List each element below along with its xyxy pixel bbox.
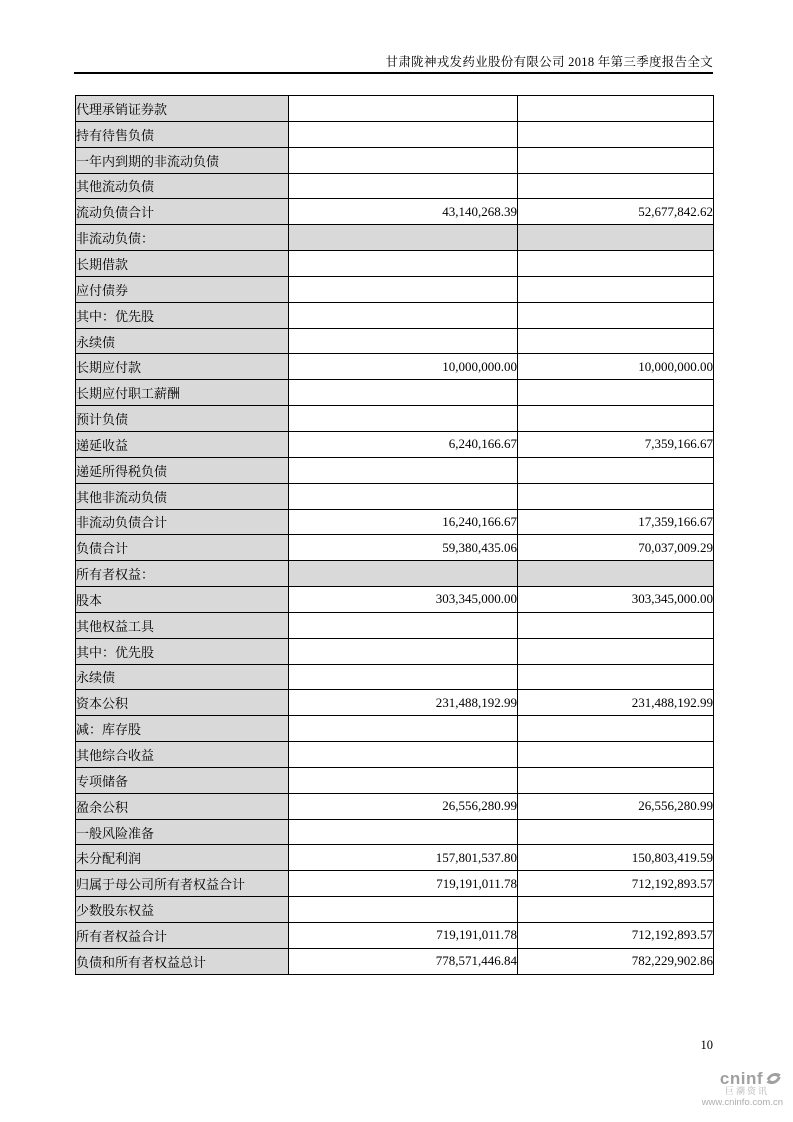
table-row (76, 767, 714, 793)
amount-col-1: 59,380,435.06 (289, 535, 518, 561)
row-label: 其他综合收益 (76, 742, 289, 768)
amount-col-2 (518, 96, 714, 122)
amount-col-2 (518, 457, 714, 483)
row-label: 长期应付款 (76, 354, 289, 380)
amount-col-1 (289, 716, 518, 742)
amount-col-1: 26,556,280.99 (289, 793, 518, 819)
amount-col-2: 17,359,166.67 (518, 509, 714, 535)
row-label: 预计负债 (76, 406, 289, 432)
table-row (76, 587, 714, 613)
amount-col-1 (289, 561, 518, 587)
amount-col-1 (289, 225, 518, 251)
table-row (76, 121, 714, 147)
amount-col-1: 10,000,000.00 (289, 354, 518, 380)
amount-col-1 (289, 457, 518, 483)
row-label: 少数股东权益 (76, 897, 289, 923)
row-label: 流动负债合计 (76, 199, 289, 225)
row-label: 股本 (76, 587, 289, 613)
amount-col-2 (518, 302, 714, 328)
table-row (76, 251, 714, 277)
amount-col-2: 303,345,000.00 (518, 587, 714, 613)
cninfo-logo (702, 1070, 783, 1108)
amount-col-1 (289, 302, 518, 328)
amount-col-1 (289, 664, 518, 690)
amount-col-2 (518, 561, 714, 587)
cninfo-logo-chinese-name: 巨潮资讯 (724, 1086, 769, 1096)
row-label: 一般风险准备 (76, 819, 289, 845)
amount-col-1 (289, 276, 518, 302)
amount-col-1 (289, 897, 518, 923)
amount-col-1 (289, 612, 518, 638)
report-header-title: 甘肃陇神戎发药业股份有限公司 2018 年第三季度报告全文 (385, 55, 713, 69)
table-row (76, 380, 714, 406)
cninfo-logo-brand: cninf (719, 1069, 763, 1088)
table-row (76, 664, 714, 690)
amount-col-2: 782,229,902.86 (518, 948, 714, 974)
table-row (76, 354, 714, 380)
table-row (76, 276, 714, 302)
row-label: 其中：优先股 (76, 302, 289, 328)
table-row (76, 923, 714, 949)
amount-col-1 (289, 147, 518, 173)
amount-col-1: 303,345,000.00 (289, 587, 518, 613)
amount-col-2 (518, 819, 714, 845)
amount-col-1 (289, 638, 518, 664)
amount-col-1 (289, 742, 518, 768)
amount-col-2: 26,556,280.99 (518, 793, 714, 819)
row-label: 递延所得税负债 (76, 457, 289, 483)
amount-col-2 (518, 716, 714, 742)
row-label: 减：库存股 (76, 716, 289, 742)
row-label: 应付债券 (76, 276, 289, 302)
row-label: 持有待售负债 (76, 121, 289, 147)
balance-sheet-table (75, 95, 714, 975)
table-row (76, 147, 714, 173)
table-row (76, 638, 714, 664)
row-label: 一年内到期的非流动负债 (76, 147, 289, 173)
amount-col-2: 712,192,893.57 (518, 923, 714, 949)
amount-col-1 (289, 173, 518, 199)
row-label: 递延收益 (76, 431, 289, 457)
amount-col-1 (289, 121, 518, 147)
amount-col-1: 43,140,268.39 (289, 199, 518, 225)
row-label: 非流动负债： (76, 225, 289, 251)
amount-col-2 (518, 173, 714, 199)
cninfo-swirl-icon (764, 1070, 783, 1087)
table-row (76, 819, 714, 845)
row-label: 盈余公积 (76, 793, 289, 819)
amount-col-2 (518, 897, 714, 923)
table-row (76, 690, 714, 716)
table-row (76, 406, 714, 432)
amount-col-1 (289, 251, 518, 277)
amount-col-1: 778,571,446.84 (289, 948, 518, 974)
row-label: 所有者权益： (76, 561, 289, 587)
row-label: 其他非流动负债 (76, 483, 289, 509)
table-row (76, 173, 714, 199)
table-row (76, 431, 714, 457)
table-row (76, 612, 714, 638)
row-label: 其中：优先股 (76, 638, 289, 664)
amount-col-2 (518, 612, 714, 638)
balance-sheet-body (76, 96, 714, 975)
row-label: 资本公积 (76, 690, 289, 716)
section-row (76, 225, 714, 251)
amount-col-2 (518, 328, 714, 354)
table-row (76, 509, 714, 535)
amount-col-1 (289, 406, 518, 432)
amount-col-1 (289, 767, 518, 793)
table-row (76, 716, 714, 742)
table-row (76, 328, 714, 354)
row-label: 负债合计 (76, 535, 289, 561)
table-row (76, 199, 714, 225)
amount-col-2 (518, 251, 714, 277)
amount-col-2 (518, 225, 714, 251)
amount-col-1 (289, 328, 518, 354)
table-row (76, 457, 714, 483)
amount-col-1: 231,488,192.99 (289, 690, 518, 716)
table-row (76, 897, 714, 923)
amount-col-1 (289, 380, 518, 406)
amount-col-2: 231,488,192.99 (518, 690, 714, 716)
row-label: 永续债 (76, 664, 289, 690)
row-label: 其他流动负债 (76, 173, 289, 199)
amount-col-1: 719,191,011.78 (289, 923, 518, 949)
row-label: 负债和所有者权益总计 (76, 948, 289, 974)
page-number: 10 (700, 1038, 713, 1052)
table-row (76, 845, 714, 871)
row-label: 代理承销证券款 (76, 96, 289, 122)
row-label: 专项储备 (76, 767, 289, 793)
amount-col-2 (518, 147, 714, 173)
row-label: 长期应付职工薪酬 (76, 380, 289, 406)
cninfo-logo-top (720, 1070, 783, 1087)
row-label: 非流动负债合计 (76, 509, 289, 535)
row-label: 其他权益工具 (76, 612, 289, 638)
amount-col-1: 719,191,011.78 (289, 871, 518, 897)
cninfo-logo-url: www.cninfo.com.cn (701, 1096, 783, 1108)
amount-col-2 (518, 767, 714, 793)
table-row (76, 793, 714, 819)
table-row (76, 871, 714, 897)
amount-col-2 (518, 483, 714, 509)
header-rule (74, 72, 713, 74)
amount-col-2: 52,677,842.62 (518, 199, 714, 225)
amount-col-2: 10,000,000.00 (518, 354, 714, 380)
amount-col-1: 157,801,537.80 (289, 845, 518, 871)
amount-col-2 (518, 664, 714, 690)
amount-col-2 (518, 121, 714, 147)
amount-col-1 (289, 96, 518, 122)
row-label: 所有者权益合计 (76, 923, 289, 949)
row-label: 未分配利润 (76, 845, 289, 871)
amount-col-1 (289, 819, 518, 845)
table-row (76, 948, 714, 974)
row-label: 归属于母公司所有者权益合计 (76, 871, 289, 897)
amount-col-2: 712,192,893.57 (518, 871, 714, 897)
amount-col-2 (518, 276, 714, 302)
amount-col-1: 6,240,166.67 (289, 431, 518, 457)
amount-col-1: 16,240,166.67 (289, 509, 518, 535)
amount-col-2 (518, 380, 714, 406)
table-row (76, 96, 714, 122)
section-row (76, 561, 714, 587)
table-row (76, 742, 714, 768)
amount-col-2: 70,037,009.29 (518, 535, 714, 561)
table-row (76, 483, 714, 509)
amount-col-2 (518, 638, 714, 664)
table-row (76, 302, 714, 328)
row-label: 长期借款 (76, 251, 289, 277)
amount-col-2: 150,803,419.59 (518, 845, 714, 871)
table-row (76, 535, 714, 561)
row-label: 永续债 (76, 328, 289, 354)
amount-col-1 (289, 483, 518, 509)
amount-col-2 (518, 742, 714, 768)
amount-col-2: 7,359,166.67 (518, 431, 714, 457)
amount-col-2 (518, 406, 714, 432)
